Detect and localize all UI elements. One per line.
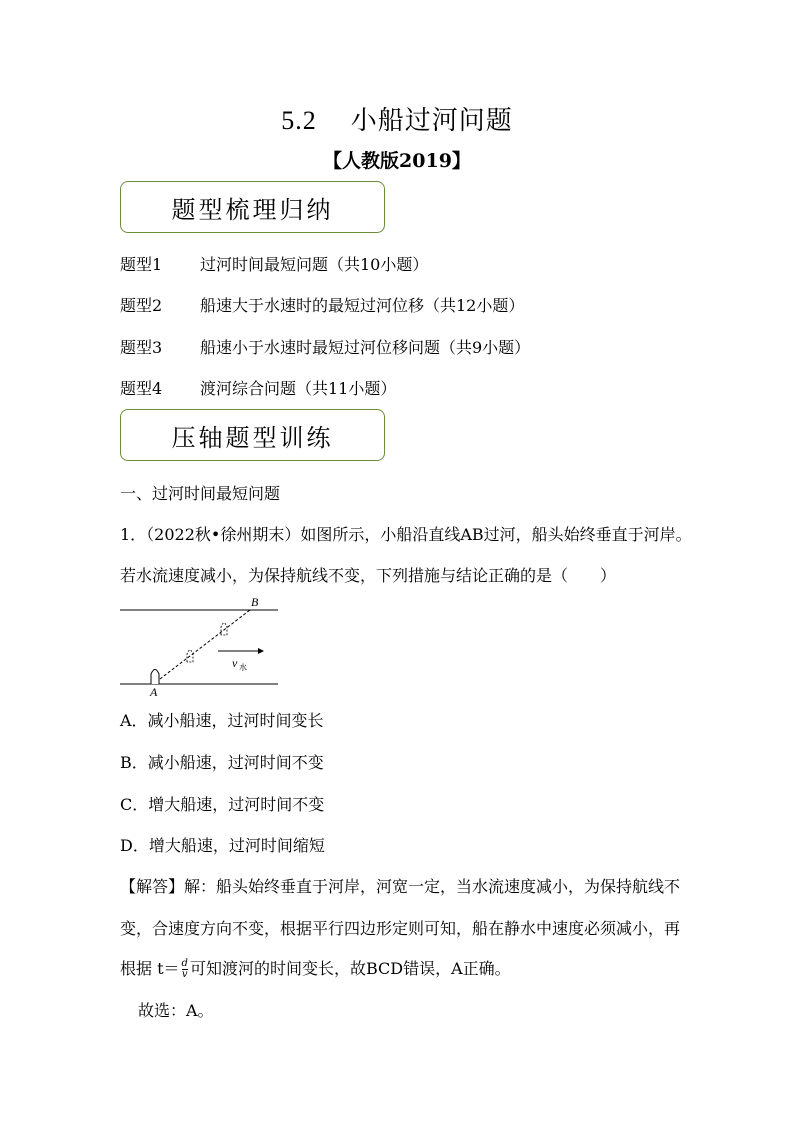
summary-box-label: 题型梳理归纳	[171, 195, 334, 224]
point-a-label: A	[150, 685, 158, 699]
point-b-label: B	[251, 595, 259, 609]
section-number: 5.2	[281, 106, 317, 135]
question-type-text: 船速小于水速时最短过河位移问题（共9小题）	[200, 338, 531, 357]
question-type-label: 题型1	[120, 255, 163, 274]
fraction-numerator: d	[181, 958, 188, 969]
training-box	[120, 409, 385, 461]
answer-line: 【解答】解：船头始终垂直于河岸，河宽一定，当水流速度减小，为保持航线不	[120, 877, 681, 896]
boat-ghost-icon	[221, 623, 227, 635]
section-heading: 一、过河时间最短问题	[120, 484, 281, 503]
summary-box	[120, 181, 385, 233]
question-line: 若水流速度减小，为保持航线不变，下列措施与结论正确的是（ ）	[120, 566, 617, 585]
option-a: A．减小船速，过河时间变长	[120, 711, 324, 730]
arrowhead-icon	[258, 648, 264, 654]
question-type-text: 过河时间最短问题（共10小题）	[200, 255, 429, 274]
title-text: 小船过河问题	[350, 106, 513, 136]
option-c: C．增大船速，过河时间不变	[120, 795, 325, 814]
question-line: 1．（2022秋•徐州期末）如图所示，小船沿直线AB过河，船头始终垂直于河岸。	[120, 525, 692, 544]
fraction	[182, 959, 188, 980]
option-b: B．减小船速，过河时间不变	[120, 753, 324, 772]
fraction-denominator: v	[181, 969, 188, 980]
boat-solid-icon	[151, 670, 159, 685]
question-type-label: 题型4	[120, 379, 163, 398]
training-box-label: 压轴题型训练	[171, 423, 334, 452]
velocity-label: v	[232, 656, 238, 670]
option-d: D．增大船速，过河时间缩短	[120, 836, 325, 855]
page-title	[0, 100, 794, 137]
question-type-row	[120, 295, 524, 317]
question-type-label: 题型3	[120, 338, 163, 357]
velocity-subscript: 水	[239, 663, 247, 672]
answer-suffix: 可知渡河的时间变长，故BCD错误，A正确。	[189, 959, 511, 978]
answer-choice: 故选：A。	[138, 1001, 214, 1020]
question-type-text: 渡河综合问题（共11小题）	[200, 379, 397, 398]
edition-label: 【人教版2019】	[323, 150, 471, 172]
answer-prefix: 根据 t＝	[120, 959, 180, 978]
question-type-row	[120, 254, 428, 276]
question-type-text: 船速大于水速时的最短过河位移（共12小题）	[200, 296, 525, 315]
answer-line: 变，合速度方向不变，根据平行四边形定则可知，船在静水中速度必须减小，再	[120, 919, 681, 938]
path-ab-line	[156, 610, 250, 682]
question-type-label: 题型2	[120, 296, 163, 315]
river-crossing-figure	[118, 594, 283, 699]
answer-line	[120, 958, 511, 980]
question-type-row	[120, 378, 396, 400]
question-type-row	[120, 337, 530, 359]
